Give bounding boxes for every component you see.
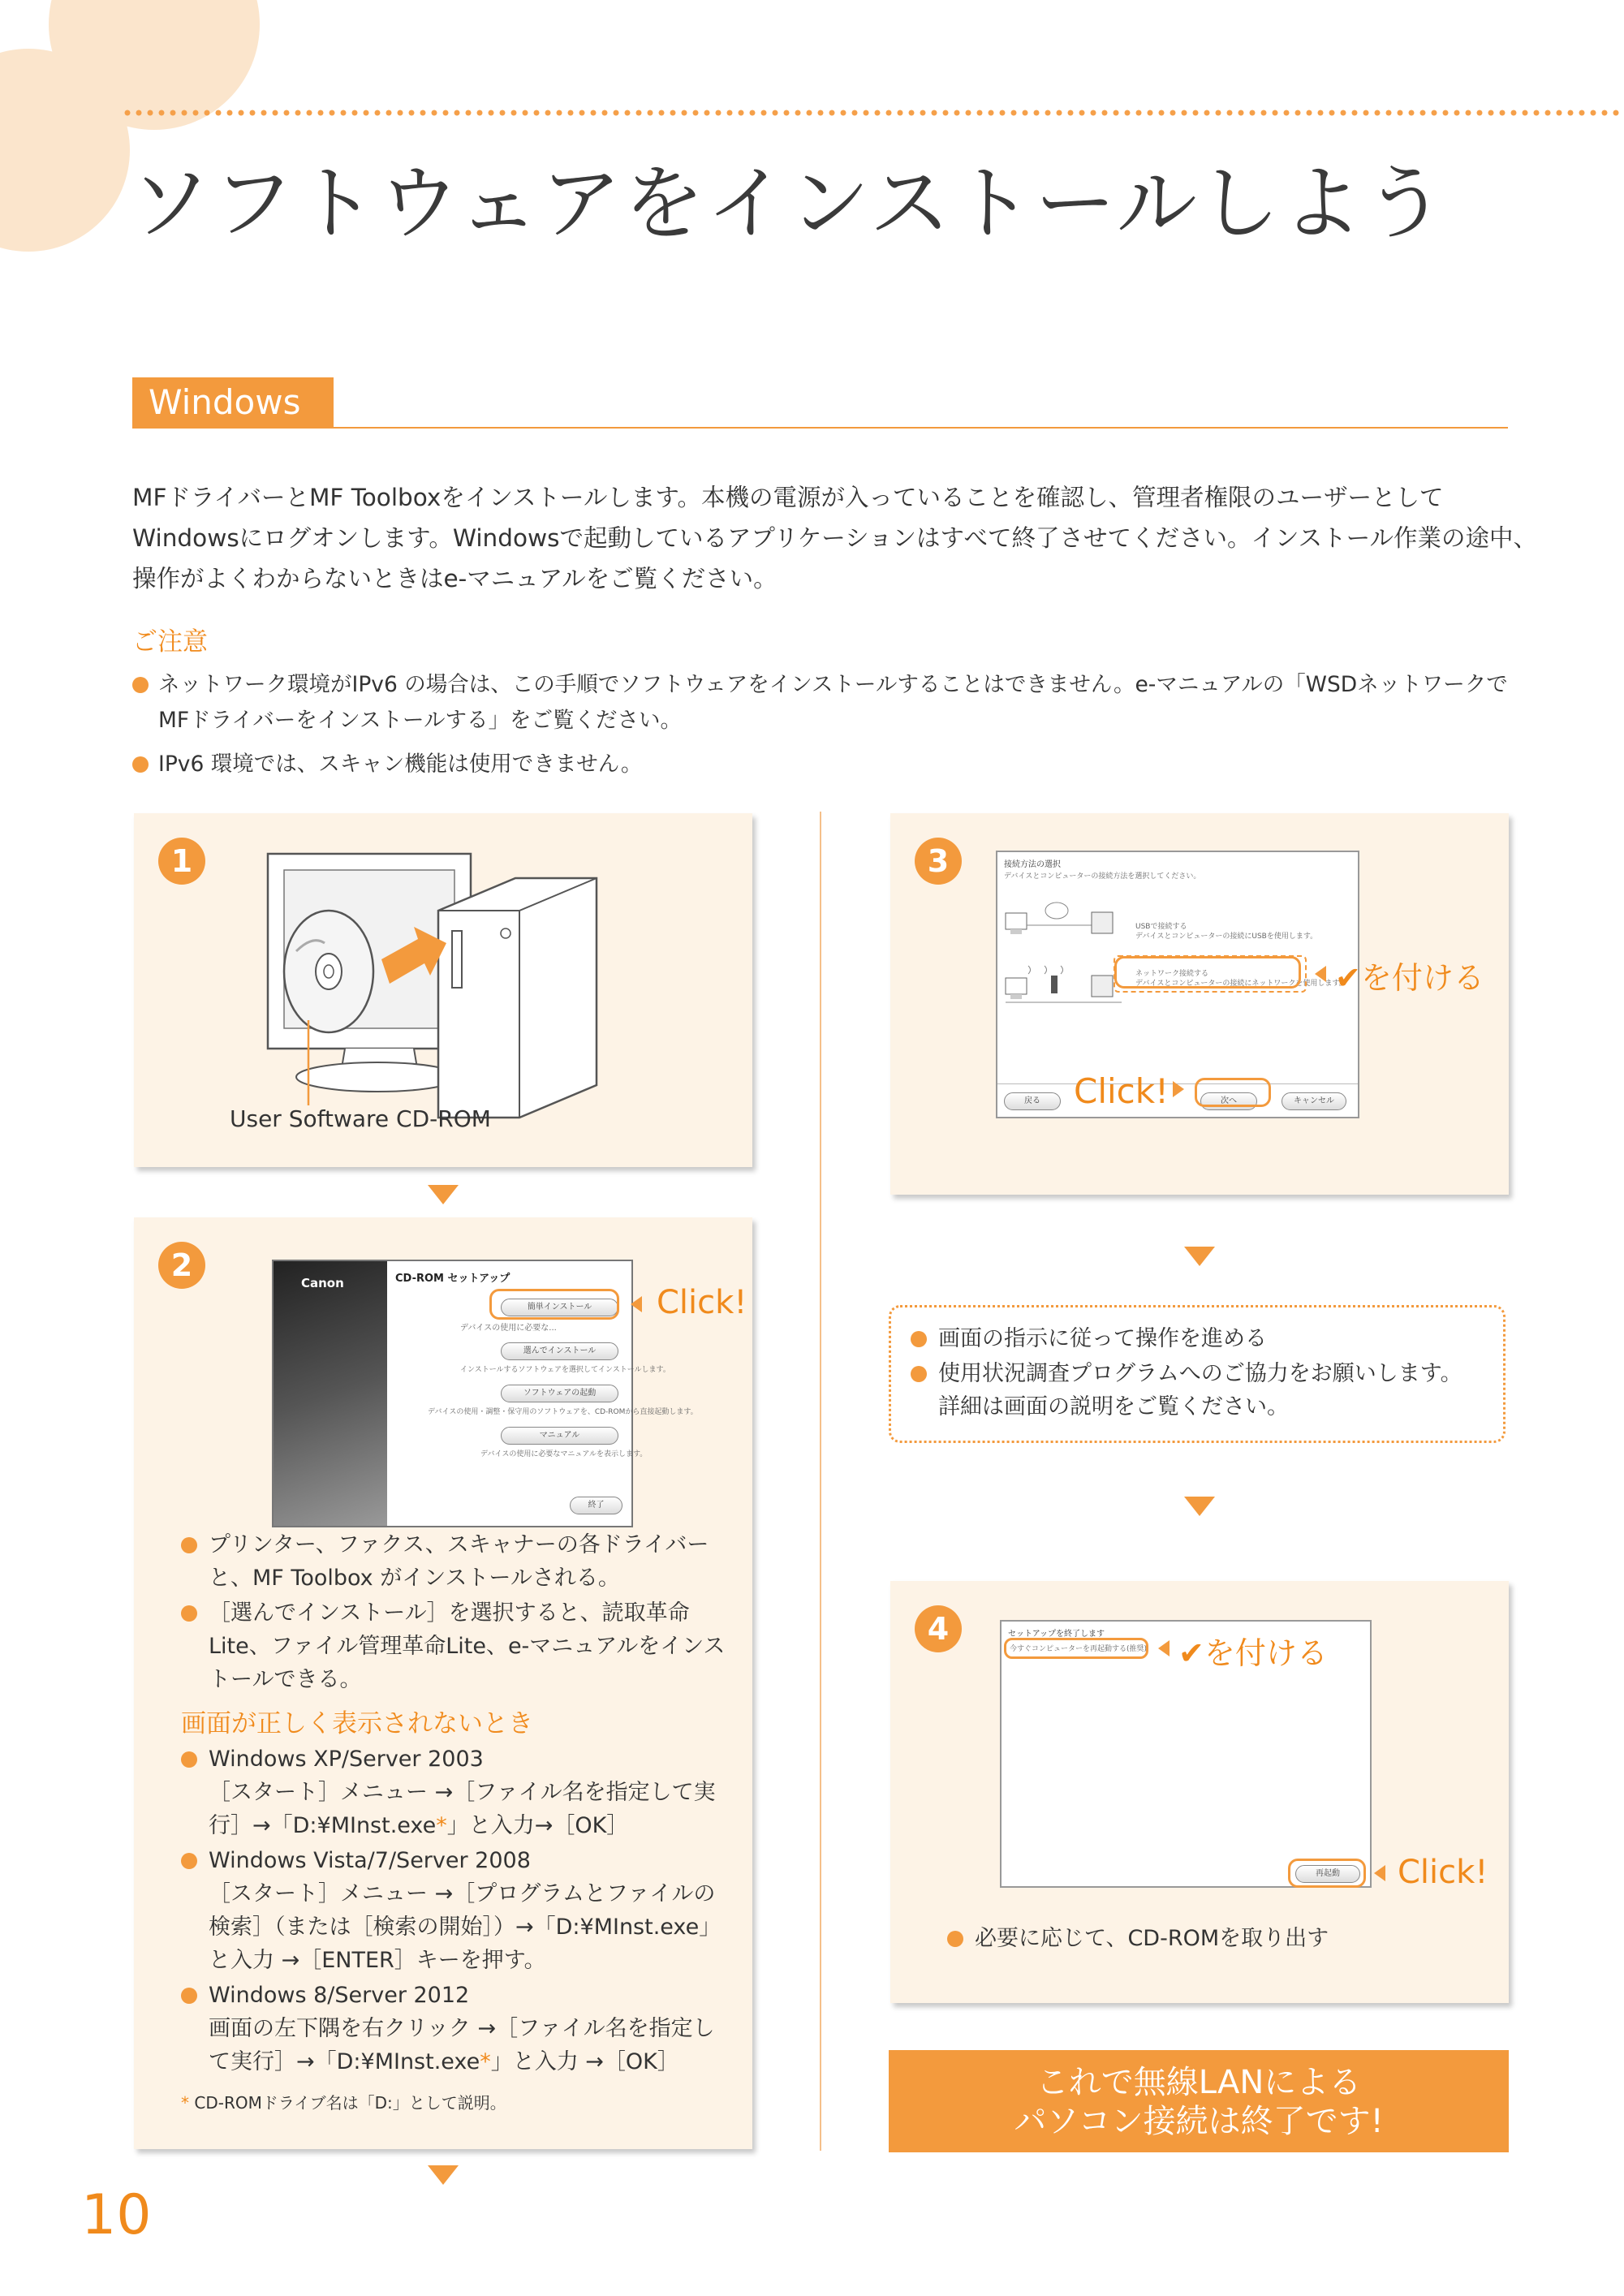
section-tab-windows: Windows	[132, 377, 334, 428]
usb-option[interactable]: USBで接続する	[1135, 923, 1187, 931]
highlight-frame	[1004, 1638, 1148, 1659]
down-arrow-icon	[428, 1185, 459, 1204]
pointer-arrow-icon	[631, 1296, 642, 1312]
step-number-badge: 2	[158, 1242, 205, 1289]
cd-rom-label: User Software CD-ROM	[230, 1105, 491, 1132]
restart-checkbox[interactable]: 今すぐコンピューターを再起動する(推奨)	[1010, 1645, 1148, 1653]
select-install-button[interactable]: 選んでインストール	[501, 1342, 618, 1360]
down-arrow-icon	[428, 2165, 459, 2185]
highlight-frame	[489, 1289, 619, 1320]
click-label: Click!	[1398, 1854, 1488, 1891]
device-diagram-icon	[1004, 901, 1126, 1023]
intro-text	[132, 477, 1537, 599]
click-label: Click!	[657, 1284, 747, 1321]
step-number-badge: 3	[915, 838, 962, 885]
pointer-arrow-icon	[1374, 1865, 1385, 1881]
start-software-button[interactable]: ソフトウェアの起動	[501, 1385, 618, 1402]
os-item: Windows Vista/7/Server 2008 ［スタート］メニュー →［プログラムとファイルの 検索］（または［検索の開始］）→「D:¥MInst.exe」 と入力 →［ENTER］キーを押す。	[181, 1844, 733, 1977]
page-title: ソフトウェアをインストールしよう	[130, 156, 1447, 251]
setup-desc: インストールするソフトウェアを選択してインストールします。	[460, 1366, 670, 1374]
bullet-icon	[181, 1605, 197, 1622]
check-label: ✔を付ける	[1178, 1635, 1328, 1671]
bullet-icon	[181, 1751, 197, 1768]
restart-button[interactable]: 再起動	[1295, 1865, 1360, 1883]
pointer-arrow-icon	[1315, 966, 1326, 982]
highlight-frame	[1288, 1859, 1366, 1888]
step3-panel	[890, 813, 1509, 1195]
dialog-subtitle: デバイスとコンピューターの接続方法を選択してください。	[1004, 872, 1201, 881]
step-number-badge: 1	[158, 838, 205, 885]
canon-logo: Canon	[301, 1276, 344, 1290]
info-box	[889, 1305, 1506, 1443]
section-divider	[132, 427, 1508, 429]
intro-line: 操作がよくわからないときはe-マニュアルをご覧ください。	[132, 565, 778, 592]
note-item: プリンター、ファクス、スキャナーの各ドライバーと、MF Toolbox がインストールされる。	[181, 1528, 733, 1595]
back-button[interactable]: 戻る	[1004, 1092, 1061, 1110]
step4-notes	[947, 1922, 1483, 1955]
setup-desc: デバイスの使用に必要な...	[460, 1324, 557, 1333]
down-arrow-icon	[1184, 1497, 1215, 1516]
caution-title: ご注意	[132, 627, 208, 657]
dotted-divider	[122, 109, 1624, 117]
setup-title: CD-ROM セットアップ	[395, 1273, 510, 1285]
step2-notes	[181, 1528, 733, 2120]
bullet-icon	[132, 756, 149, 773]
highlight-frame	[1114, 956, 1301, 989]
step2-panel	[134, 1217, 752, 2149]
pointer-arrow-icon	[1173, 1081, 1184, 1097]
note-item: 必要に応じて、CD-ROMを取り出す	[947, 1922, 1483, 1955]
finish-line: パソコン接続は終了です!	[1014, 2103, 1384, 2140]
intro-line: MFドライバーとMF Toolboxをインストールします。本機の電源が入っていることを確認し、管理者権限のユーザーとして	[132, 484, 1444, 511]
dialog-title: 接続方法の選択	[1004, 860, 1061, 869]
step-number-badge: 4	[915, 1605, 962, 1652]
bullet-icon	[911, 1366, 927, 1382]
bullet-icon	[132, 677, 149, 693]
check-label: ✔を付ける	[1335, 960, 1484, 996]
page-number: 10	[81, 2183, 152, 2247]
dialog-title: セットアップを終了します	[1008, 1630, 1105, 1639]
finish-line: これで無線LANによる	[1036, 2064, 1362, 2101]
bullet-icon	[947, 1931, 963, 1947]
bullet-icon	[911, 1331, 927, 1347]
click-label: Click!	[1074, 1071, 1169, 1111]
intro-line: Windowsにログオンします。Windowsで起動しているアプリケーションはすべて終了させてください。インストール作業の途中、	[132, 524, 1537, 552]
step4-panel	[890, 1581, 1509, 2003]
cancel-button[interactable]: キャンセル	[1282, 1092, 1346, 1110]
footnote: * CD-ROMドライブ名は「D:」として説明。	[181, 2093, 506, 2113]
down-arrow-icon	[1184, 1247, 1215, 1266]
caution-item: IPv6 環境では、スキャン機能は使用できません。	[132, 747, 1512, 782]
column-divider	[820, 812, 821, 2151]
trouble-title: 画面が正しく表示されないとき	[181, 1709, 533, 1738]
easy-install-button[interactable]: 簡単インストール	[501, 1299, 618, 1316]
lan-option[interactable]: ネットワーク接続する	[1135, 970, 1209, 978]
os-item: Windows XP/Server 2003 ［スタート］メニュー →［ファイル名を指定して実 行］→「D:¥MInst.exe*」と入力→［OK］	[181, 1742, 733, 1842]
caution-list	[132, 667, 1512, 782]
exit-button[interactable]: 終了	[570, 1497, 622, 1514]
computer-cd-illustration	[248, 838, 670, 1130]
pointer-arrow-icon	[1158, 1640, 1170, 1656]
info-item: 使用状況調査プログラムへのご協力をお願いします。詳細は画面の説明をご覧ください。	[911, 1357, 1484, 1424]
caution-item: ネットワーク環境がIPv6 の場合は、この手順でソフトウェアをインストールすることはできません。e-マニュアルの「WSDネットワークでMFドライバーをインストールする」をご覧ください。	[132, 667, 1512, 739]
usb-desc: デバイスとコンピューターの接続にUSBを使用します。	[1135, 933, 1318, 941]
next-button[interactable]: 次へ	[1200, 1092, 1257, 1110]
finish-banner	[889, 2050, 1509, 2152]
bullet-icon	[181, 1537, 197, 1553]
note-item: ［選んでインストール］を選択すると、読取革命Lite、ファイル管理革命Lite、e-マニュアルをインストールできる。	[181, 1596, 733, 1696]
setup-desc: デバイスの使用・調整・保守用のソフトウェアを、CD-ROMから直接起動します。	[428, 1408, 698, 1416]
step1-panel	[134, 813, 752, 1167]
lan-desc: デバイスとコンピューターの接続にネットワークを使用します。	[1135, 980, 1346, 988]
setup-desc: デバイスの使用に必要なマニュアルを表示します。	[480, 1450, 648, 1458]
setup-sidebar-image	[274, 1261, 387, 1526]
os-item: Windows 8/Server 2012 画面の左下隅を右クリック →［ファイル名を指定し て実行］→「D:¥MInst.exe*」と入力 →［OK］	[181, 1979, 733, 2078]
manual-button[interactable]: マニュアル	[501, 1427, 618, 1445]
highlight-frame	[1195, 1078, 1271, 1107]
info-item: 画面の指示に従って操作を進める	[911, 1322, 1484, 1355]
bullet-icon	[181, 1988, 197, 2004]
bullet-icon	[181, 1853, 197, 1869]
